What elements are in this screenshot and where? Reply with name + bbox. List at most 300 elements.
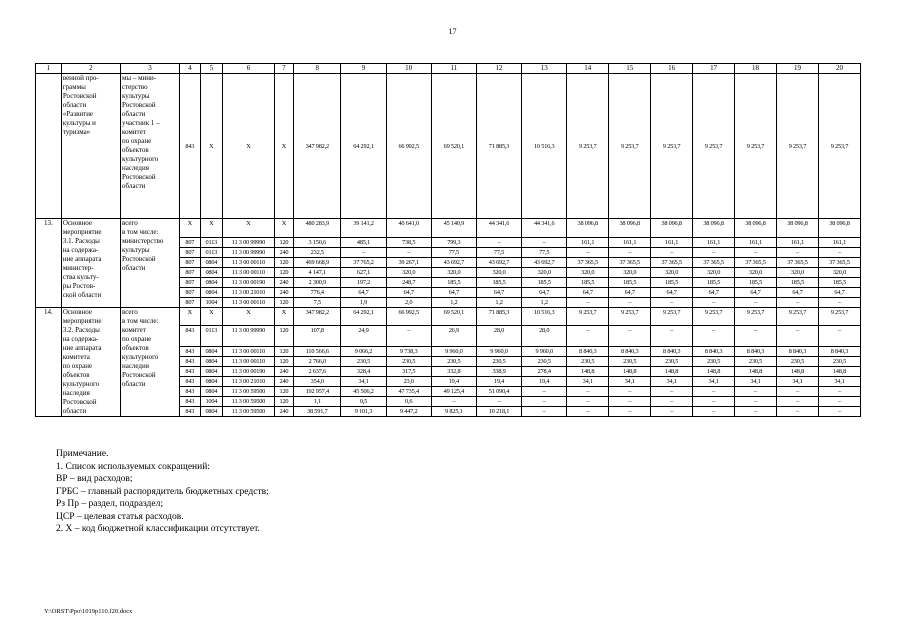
- value-cell: X: [180, 219, 200, 238]
- value-cell: 11 3 00 59500: [223, 396, 275, 406]
- value-cell: 161,1: [776, 237, 818, 247]
- value-cell: 9 960,0: [476, 346, 521, 356]
- value-cell: 0804: [200, 406, 223, 416]
- value-cell: 9 253,7: [609, 307, 651, 326]
- value-cell: 232,5: [294, 247, 341, 257]
- value-cell: 8 840,3: [776, 346, 818, 356]
- value-cell: 19,4: [431, 376, 476, 386]
- value-cell: 185,5: [567, 277, 609, 287]
- value-cell: 807: [180, 287, 200, 297]
- value-cell: 120: [274, 297, 293, 307]
- value-cell: 320,0: [776, 267, 818, 277]
- value-cell: 1004: [200, 297, 223, 307]
- value-cell: X: [180, 307, 200, 326]
- executor-total-cell: всего в том числе:: [120, 219, 179, 238]
- value-cell: –: [818, 406, 860, 416]
- value-cell: 19,4: [476, 376, 521, 386]
- value-cell: 0113: [200, 326, 223, 347]
- value-cell: 185,5: [776, 277, 818, 287]
- value-cell: 24,9: [341, 326, 386, 347]
- value-cell: 37 365,5: [818, 257, 860, 267]
- value-cell: 843: [180, 396, 200, 406]
- value-cell: 37 365,5: [651, 257, 693, 267]
- value-cell: 64,7: [476, 287, 521, 297]
- value-cell: 9 066,2: [341, 346, 386, 356]
- value-cell: –: [609, 396, 651, 406]
- program-name-cell: венной про- граммы Ростовской области «Развитие культуры и туризма»: [61, 74, 120, 219]
- value-cell: 37 365,5: [609, 257, 651, 267]
- value-cell: 69 520,1: [431, 74, 476, 219]
- value-cell: 38 096,8: [776, 219, 818, 238]
- value-cell: 230,5: [776, 356, 818, 366]
- value-cell: 47 735,4: [386, 386, 431, 396]
- value-cell: 39 267,1: [386, 257, 431, 267]
- value-cell: 317,5: [386, 366, 431, 376]
- value-cell: 11 3 00 59500: [223, 406, 275, 416]
- value-cell: 64 292,1: [341, 307, 386, 326]
- value-cell: –: [609, 297, 651, 307]
- value-cell: 34,1: [693, 376, 735, 386]
- value-cell: 71 885,3: [476, 74, 521, 219]
- value-cell: –: [341, 247, 386, 257]
- value-cell: 320,0: [476, 267, 521, 277]
- value-cell: 43 692,7: [476, 257, 521, 267]
- value-cell: 799,3: [431, 237, 476, 247]
- file-path: Y:\ORST\Ppo\1019p110.f20.docx: [44, 608, 133, 615]
- value-cell: 9 253,7: [818, 74, 860, 219]
- column-number: 5: [200, 64, 223, 74]
- value-cell: –: [651, 386, 693, 396]
- value-cell: 38 096,8: [735, 219, 777, 238]
- value-cell: –: [567, 326, 609, 347]
- value-cell: 0804: [200, 386, 223, 396]
- value-cell: 64,7: [693, 287, 735, 297]
- value-cell: 39 141,2: [341, 219, 386, 238]
- executor-cell: министерство культуры Ростовской области: [120, 237, 179, 307]
- table-body: [36, 64, 861, 417]
- value-cell: 9 253,7: [735, 74, 777, 219]
- note-line: ВР – вид расходов;: [56, 474, 133, 484]
- value-cell: 64 292,1: [341, 74, 386, 219]
- value-cell: –: [776, 386, 818, 396]
- value-cell: 64,7: [776, 287, 818, 297]
- value-cell: 8 840,3: [693, 346, 735, 356]
- value-cell: 807: [180, 277, 200, 287]
- value-cell: 11 3 00 00110: [223, 297, 275, 307]
- value-cell: 120: [274, 386, 293, 396]
- value-cell: –: [818, 326, 860, 347]
- value-cell: 1,2: [431, 297, 476, 307]
- value-cell: 19,4: [522, 376, 567, 386]
- value-cell: 26,9: [431, 326, 476, 347]
- value-cell: 38 096,8: [567, 219, 609, 238]
- value-cell: 120: [274, 267, 293, 277]
- value-cell: 44 341,6: [522, 219, 567, 238]
- value-cell: 230,5: [567, 356, 609, 366]
- value-cell: 320,0: [431, 267, 476, 277]
- value-cell: 148,8: [651, 366, 693, 376]
- value-cell: 120: [274, 356, 293, 366]
- column-number: 13: [522, 64, 567, 74]
- value-cell: 161,1: [651, 237, 693, 247]
- column-number: 8: [294, 64, 341, 74]
- value-cell: –: [567, 386, 609, 396]
- value-cell: 485,1: [341, 237, 386, 247]
- value-cell: 8 840,3: [735, 346, 777, 356]
- column-number: 11: [431, 64, 476, 74]
- value-cell: 11 3 00 59500: [223, 386, 275, 396]
- value-cell: 0804: [200, 277, 223, 287]
- value-cell: 34,1: [776, 376, 818, 386]
- value-cell: 240: [274, 406, 293, 416]
- value-cell: 64,7: [341, 287, 386, 297]
- value-cell: 0113: [200, 237, 223, 247]
- value-cell: –: [522, 386, 567, 396]
- value-cell: –: [609, 326, 651, 347]
- executor-cell: мы – мини- стерство культуры Ростовской области участник 1 – комитет по охране объектов культурного наследия Ростовской области: [120, 74, 179, 219]
- value-cell: –: [567, 396, 609, 406]
- value-cell: 1004: [200, 396, 223, 406]
- value-cell: 11 3 00 99990: [223, 247, 275, 257]
- value-cell: –: [693, 326, 735, 347]
- column-number: 16: [651, 64, 693, 74]
- value-cell: 161,1: [609, 237, 651, 247]
- value-cell: 9 101,3: [341, 406, 386, 416]
- value-cell: –: [609, 406, 651, 416]
- value-cell: 38 096,8: [818, 219, 860, 238]
- value-cell: 11 3 00 21010: [223, 287, 275, 297]
- column-number: 18: [735, 64, 777, 74]
- value-cell: 34,1: [609, 376, 651, 386]
- value-cell: 11 3 00 00190: [223, 366, 275, 376]
- value-cell: –: [567, 297, 609, 307]
- value-cell: 328,4: [341, 366, 386, 376]
- value-cell: 9 738,3: [386, 346, 431, 356]
- value-cell: 11 3 00 21010: [223, 376, 275, 386]
- value-cell: 8 840,3: [567, 346, 609, 356]
- executor-total-cell: всего в том числе:: [120, 307, 179, 326]
- value-cell: 69 520,1: [431, 307, 476, 326]
- value-cell: 2 766,0: [294, 356, 341, 366]
- value-cell: –: [818, 396, 860, 406]
- value-cell: 37 365,5: [735, 257, 777, 267]
- budget-table: [35, 63, 861, 417]
- value-cell: 11 3 00 99990: [223, 326, 275, 347]
- value-cell: X: [200, 74, 223, 219]
- table-row: [36, 74, 861, 219]
- value-cell: 3 150,6: [294, 237, 341, 247]
- value-cell: 480 283,9: [294, 219, 341, 238]
- column-number: 9: [341, 64, 386, 74]
- value-cell: 110 566,6: [294, 346, 341, 356]
- value-cell: 240: [274, 287, 293, 297]
- table-row: [36, 237, 861, 247]
- value-cell: –: [476, 237, 521, 247]
- value-cell: 347 982,2: [294, 74, 341, 219]
- table-row: [36, 326, 861, 347]
- value-cell: 0804: [200, 366, 223, 376]
- table-row: [36, 219, 861, 238]
- column-number: 20: [818, 64, 860, 74]
- value-cell: 185,5: [735, 277, 777, 287]
- value-cell: –: [735, 297, 777, 307]
- value-cell: –: [818, 247, 860, 257]
- value-cell: 38 096,8: [651, 219, 693, 238]
- value-cell: 9 253,7: [818, 307, 860, 326]
- value-cell: 107,8: [294, 326, 341, 347]
- value-cell: 64,7: [431, 287, 476, 297]
- value-cell: 10 218,1: [476, 406, 521, 416]
- value-cell: 11 3 00 00110: [223, 346, 275, 356]
- value-cell: 9 253,7: [693, 74, 735, 219]
- value-cell: 28,0: [476, 326, 521, 347]
- value-cell: –: [735, 247, 777, 257]
- value-cell: 11 3 00 00110: [223, 267, 275, 277]
- row-number-cell: 13.: [36, 219, 62, 308]
- value-cell: –: [522, 237, 567, 247]
- value-cell: 230,5: [651, 356, 693, 366]
- value-cell: 51 090,4: [476, 386, 521, 396]
- value-cell: –: [693, 297, 735, 307]
- value-cell: 148,8: [693, 366, 735, 376]
- value-cell: 230,5: [341, 356, 386, 366]
- value-cell: 64,7: [735, 287, 777, 297]
- value-cell: 37 365,5: [776, 257, 818, 267]
- value-cell: 843: [180, 74, 200, 219]
- value-cell: 320,0: [735, 267, 777, 277]
- value-cell: –: [651, 297, 693, 307]
- value-cell: 37 365,5: [567, 257, 609, 267]
- value-cell: –: [693, 247, 735, 257]
- value-cell: –: [693, 406, 735, 416]
- value-cell: 8 840,3: [818, 346, 860, 356]
- value-cell: 627,1: [341, 267, 386, 277]
- column-number: 2: [61, 64, 120, 74]
- value-cell: 34,1: [341, 376, 386, 386]
- value-cell: 9 253,7: [776, 74, 818, 219]
- value-cell: 38 096,8: [609, 219, 651, 238]
- value-cell: 185,5: [431, 277, 476, 287]
- value-cell: 320,0: [651, 267, 693, 277]
- notes-block: [56, 448, 269, 536]
- value-cell: 66 992,5: [386, 307, 431, 326]
- column-number: 12: [476, 64, 521, 74]
- value-cell: 0804: [200, 267, 223, 277]
- page-number: 17: [448, 27, 457, 36]
- value-cell: 240: [274, 277, 293, 287]
- value-cell: 354,0: [294, 376, 341, 386]
- value-cell: 38 591,7: [294, 406, 341, 416]
- value-cell: –: [776, 297, 818, 307]
- value-cell: X: [223, 219, 275, 238]
- column-number: 14: [567, 64, 609, 74]
- note-line: 2. Х – код бюджетной классификации отсутствует.: [56, 524, 260, 534]
- note-line: ЦСР – целевая статья расходов.: [56, 511, 184, 522]
- value-cell: 161,1: [567, 237, 609, 247]
- value-cell: 64,7: [651, 287, 693, 297]
- value-cell: 161,1: [818, 237, 860, 247]
- value-cell: 120: [274, 237, 293, 247]
- value-cell: 9 253,7: [693, 307, 735, 326]
- column-number: 6: [223, 64, 275, 74]
- value-cell: 776,4: [294, 287, 341, 297]
- value-cell: 185,5: [609, 277, 651, 287]
- value-cell: 34,1: [651, 376, 693, 386]
- column-number: 7: [274, 64, 293, 74]
- value-cell: 0,5: [341, 396, 386, 406]
- column-number: 15: [609, 64, 651, 74]
- executor-cell: комитет по охране объектов культурного наследия Ростовской области: [120, 326, 179, 417]
- table-row: [36, 307, 861, 326]
- value-cell: 0804: [200, 376, 223, 386]
- value-cell: 807: [180, 267, 200, 277]
- notes-title: Примечание.: [56, 449, 109, 459]
- value-cell: 1,1: [294, 396, 341, 406]
- value-cell: 43 692,7: [522, 257, 567, 267]
- value-cell: 843: [180, 326, 200, 347]
- activity-name-cell: Основное мероприятие 3.2. Расходы на содержа- ние аппарата комитета по охране объектов культурного наследия Ростовской области: [61, 307, 120, 416]
- value-cell: –: [693, 396, 735, 406]
- column-number: 3: [120, 64, 179, 74]
- value-cell: 9 253,7: [609, 74, 651, 219]
- value-cell: –: [735, 406, 777, 416]
- value-cell: –: [609, 247, 651, 257]
- value-cell: 4 147,1: [294, 267, 341, 277]
- value-cell: 240: [274, 247, 293, 257]
- value-cell: 34,1: [818, 376, 860, 386]
- value-cell: 9 825,1: [431, 406, 476, 416]
- value-cell: 0113: [200, 247, 223, 257]
- value-cell: –: [609, 386, 651, 396]
- value-cell: –: [818, 386, 860, 396]
- value-cell: 320,0: [818, 267, 860, 277]
- value-cell: 120: [274, 396, 293, 406]
- value-cell: 2 637,6: [294, 366, 341, 376]
- value-cell: 161,1: [735, 237, 777, 247]
- value-cell: 38 096,8: [693, 219, 735, 238]
- value-cell: 843: [180, 376, 200, 386]
- value-cell: X: [200, 219, 223, 238]
- column-number: 19: [776, 64, 818, 74]
- value-cell: 64,7: [567, 287, 609, 297]
- value-cell: 320,0: [609, 267, 651, 277]
- value-cell: 11 3 00 00110: [223, 356, 275, 366]
- value-cell: 0804: [200, 346, 223, 356]
- value-cell: –: [735, 326, 777, 347]
- value-cell: 64,7: [818, 287, 860, 297]
- value-cell: X: [223, 74, 275, 219]
- value-cell: 148,8: [776, 366, 818, 376]
- value-cell: 347 982,2: [294, 307, 341, 326]
- value-cell: 28,0: [522, 326, 567, 347]
- value-cell: 11 3 00 99990: [223, 237, 275, 247]
- value-cell: 192 957,4: [294, 386, 341, 396]
- value-cell: 66 992,5: [386, 74, 431, 219]
- value-cell: 148,8: [609, 366, 651, 376]
- value-cell: –: [735, 396, 777, 406]
- value-cell: 64,7: [386, 287, 431, 297]
- value-cell: 1,2: [522, 297, 567, 307]
- activity-name-cell: Основное мероприятие 3.1. Расходы на содержа- ние аппарата министер- ства культу- ры Ростов- ской области: [61, 219, 120, 308]
- value-cell: –: [776, 326, 818, 347]
- value-cell: 230,5: [693, 356, 735, 366]
- value-cell: 240: [274, 366, 293, 376]
- value-cell: 9 447,2: [386, 406, 431, 416]
- value-cell: 320,0: [567, 267, 609, 277]
- value-cell: 9 253,7: [776, 307, 818, 326]
- value-cell: 49 125,4: [431, 386, 476, 396]
- value-cell: X: [274, 74, 293, 219]
- value-cell: 807: [180, 297, 200, 307]
- note-line: Рз Пр – раздел, подраздел;: [56, 499, 163, 509]
- value-cell: 7,5: [294, 297, 341, 307]
- value-cell: 9 253,7: [567, 74, 609, 219]
- value-cell: 8 840,3: [609, 346, 651, 356]
- value-cell: 185,5: [522, 277, 567, 287]
- value-cell: 230,5: [609, 356, 651, 366]
- value-cell: 0804: [200, 287, 223, 297]
- value-cell: 71 885,3: [476, 307, 521, 326]
- value-cell: 0804: [200, 257, 223, 267]
- value-cell: 44 341,6: [476, 219, 521, 238]
- value-cell: 230,5: [431, 356, 476, 366]
- value-cell: 278,4: [522, 366, 567, 376]
- value-cell: 45 140,9: [431, 219, 476, 238]
- value-cell: 40 641,0: [386, 219, 431, 238]
- value-cell: X: [274, 307, 293, 326]
- value-cell: 120: [274, 257, 293, 267]
- value-cell: 248,7: [386, 277, 431, 287]
- value-cell: –: [567, 247, 609, 257]
- value-cell: X: [274, 219, 293, 238]
- value-cell: 2,0: [386, 297, 431, 307]
- value-cell: 9 960,0: [522, 346, 567, 356]
- value-cell: 230,5: [522, 356, 567, 366]
- value-cell: –: [386, 326, 431, 347]
- value-cell: –: [651, 396, 693, 406]
- value-cell: 8 840,3: [651, 346, 693, 356]
- column-number: 4: [180, 64, 200, 74]
- value-cell: 185,5: [693, 277, 735, 287]
- value-cell: X: [223, 307, 275, 326]
- value-cell: 230,5: [476, 356, 521, 366]
- note-line: ГРБС – главный распорядитель бюджетных средств;: [56, 486, 269, 497]
- value-cell: 843: [180, 346, 200, 356]
- value-cell: X: [200, 307, 223, 326]
- column-number: 10: [386, 64, 431, 74]
- value-cell: 9 960,0: [431, 346, 476, 356]
- value-cell: 230,5: [735, 356, 777, 366]
- value-cell: 807: [180, 247, 200, 257]
- value-cell: 240: [274, 376, 293, 386]
- note-line: 1. Список используемых сокращений:: [56, 461, 210, 472]
- value-cell: –: [431, 396, 476, 406]
- value-cell: –: [386, 247, 431, 257]
- value-cell: 2 300,9: [294, 277, 341, 287]
- value-cell: 807: [180, 257, 200, 267]
- value-cell: –: [693, 386, 735, 396]
- value-cell: 148,8: [735, 366, 777, 376]
- value-cell: 11 3 00 00110: [223, 257, 275, 267]
- value-cell: 64,7: [609, 287, 651, 297]
- value-cell: 43 692,7: [431, 257, 476, 267]
- value-cell: 0,6: [386, 396, 431, 406]
- value-cell: 9 253,7: [735, 307, 777, 326]
- value-cell: 120: [274, 326, 293, 347]
- value-cell: 10 516,3: [522, 74, 567, 219]
- value-cell: 738,5: [386, 237, 431, 247]
- value-cell: 320,0: [522, 267, 567, 277]
